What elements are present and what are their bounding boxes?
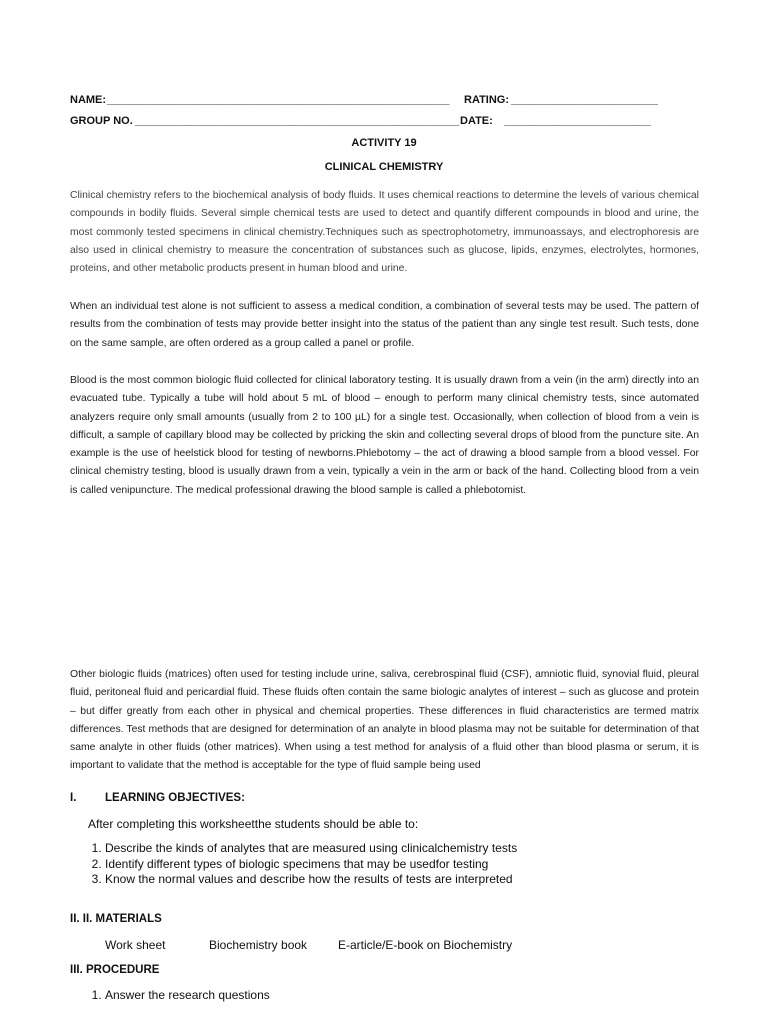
materials-heading: II. II. MATERIALS [70,913,162,925]
objectives-heading: LEARNING OBJECTIVES: [105,792,245,804]
objectives-intro: After completing this worksheetthe students should be able to: [88,817,419,831]
objectives-list [88,841,517,888]
paragraph-intro: Clinical chemistry refers to the biochemical analysis of body fluids. It uses chemical reactions to determine the levels of various chemical compounds in bodily fluids. Several simple chemical tests are used to detect and quantify different compounds in blood and urine, the most commonly tested specimens in clinical chemistry.Techniques such as spectrophotometry, immunoassays, and electrophoresis are also used in clinical chemistry to measure the concentration of substances such as glucose, lipids, enzymes, electrolytes, hormones, proteins, and other metabolic products present in human blood and urine. [70,190,699,275]
material-item: Work sheet [105,938,166,952]
page-title: CLINICAL CHEMISTRY [324,161,444,173]
group-no-label: GROUP NO. [70,115,133,127]
material-item: E-article/E-book on Biochemistry [338,938,513,952]
list-item: 2. Identify different types of biologic specimens that may be usedfor testing [105,857,517,873]
list-item: 1. Describe the kinds of analytes that are measured using clinicalchemistry tests [105,841,517,857]
rating-label: RATING: [464,94,510,106]
paragraph-panels: When an individual test alone is not sufficient to assess a medical condition, a combination of several tests may be used. The pattern of results from the combination of tests may provide better insight into the status of the patient than any single test result. Such tests, done on the same sample, are often ordered as a group called a panel or profile. [70,301,699,349]
list-item: 3. Know the normal values and describe how the results of tests are interpreted [105,872,517,888]
group-no-line: _____________________________________________________ [135,115,460,127]
name-line: ________________________________________________________ [107,94,450,106]
list-item: 1. Answer the research questions [105,988,270,1004]
date-line: ________________________ [504,115,651,127]
paragraph-blood: Blood is the most common biologic fluid collected for clinical laboratory testing. It is usually drawn from a vein (in the arm) directly into an evacuated tube. Typically a tube will hold about 5 mL of blood – enough to perform many clinical chemistry tests, since automated analyzers require only small amounts (usually from 2 to 100 µL) for a single test. Occasionally, when collection of blood from a vein is difficult, a sample of capillary blood may be collected by pricking the skin and collecting several drops of blood from the puncture site. An example is the use of heelstick blood for testing of newborns.Phlebotomy – the act of drawing a blood sample from a blood vessel. For clinical chemistry testing, blood is usually drawn from a vein, typically a vein in the arm or back of the hand. Collecting blood from a vein is called venipuncture. The medical professional drawing the blood sample is called a phlebotomist. [70,375,699,496]
date-label: DATE: [460,115,493,127]
name-label: NAME: [70,94,107,106]
paragraph-other-fluids: Other biologic fluids (matrices) often used for testing include urine, saliva, cerebrospinal fluid (CSF), amniotic fluid, synovial fluid, pleural fluid, peritoneal fluid and pericardial fluid. These fluids often contain the same biologic analytes of interest – such as glucose and protein – but differ greatly from each other in physical and chemical properties. These differences in fluid characteristics are termed matrix differences. Test methods that are designed for determination of an analyte in blood plasma may not be suitable for determination of that same analyte in other fluids (other matrices). When using a test method for analysis of a fluid other than blood plasma or serum, it is important to validate that the method is acceptable for the type of fluid sample being used [70,669,699,772]
procedure-heading: III. PROCEDURE [70,964,160,976]
rating-line: ________________________ [511,94,658,106]
activity-number: ACTIVITY 19 [351,137,417,149]
objectives-numeral: I. [70,792,77,804]
material-item: Biochemistry book [209,938,308,952]
procedure-list [88,988,270,1004]
